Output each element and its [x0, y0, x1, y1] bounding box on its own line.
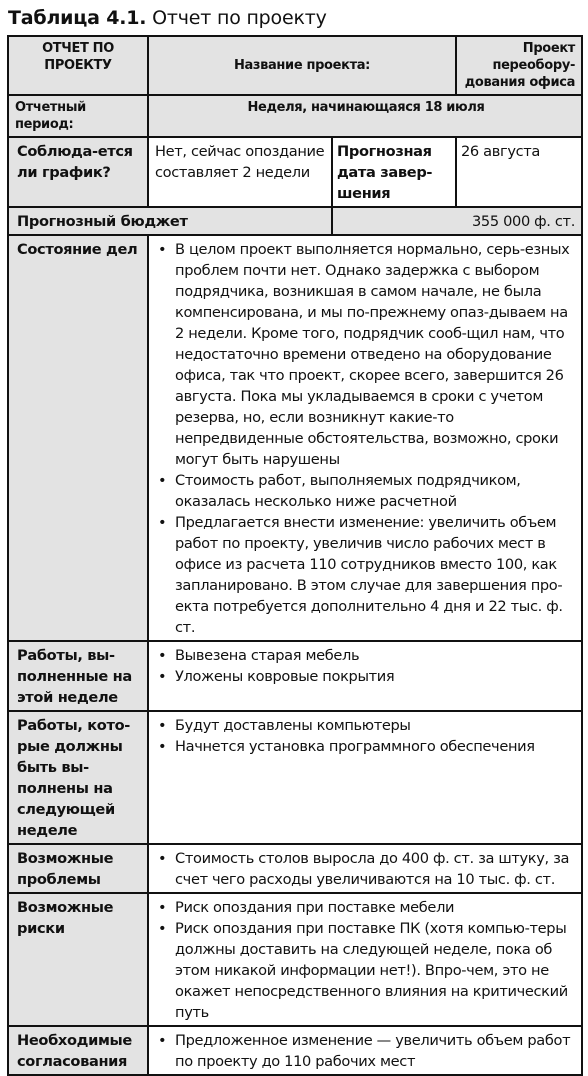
- risks-label: Возможные риски: [8, 893, 148, 1026]
- list-item: • Стоимость столов выросла до 400 ф. ст. за штуку, за счет чего расходы увеличиваются на 10 тыс. ф. ст.: [149, 848, 575, 890]
- list-item: • Риск опоздания при поставке ПК (хотя компью-теры должны доставить на следующей неделе, пока об этом никакой информации нет!). Впро-чем, это не окажет непосредственного влияния на критический путь: [149, 918, 575, 1023]
- risks-content: [148, 893, 582, 1026]
- problems-row: [8, 844, 582, 893]
- next-week-content: [148, 711, 582, 844]
- list-item: • Предлагается внести изменение: увеличить объем работ по проекту, увеличив число рабочих мест в офисе из расчета 110 сотрудников вместо 100, как запланировано. В этом случае для завершения про-екта потребуется дополнительно 4 дня и 22 тыс. ф. ст.: [149, 512, 575, 638]
- done-this-week-list: [149, 642, 581, 689]
- list-item: • Стоимость работ, выполняемых подрядчиком, оказалась несколько ниже расчетной: [149, 470, 575, 512]
- budget-label: Прогнозный бюджет: [8, 207, 332, 235]
- status-content: [148, 235, 582, 641]
- problems-content: [148, 844, 582, 893]
- approvals-row: [8, 1026, 582, 1075]
- status-row: [8, 235, 582, 641]
- caption-number: Таблица 4.1.: [8, 7, 147, 29]
- project-report-table: [7, 35, 583, 1076]
- period-value: Неделя, начинающаяся 18 июля: [148, 95, 582, 137]
- budget-value: 355 000 ф. ст.: [332, 207, 582, 235]
- problems-list: [149, 845, 581, 892]
- report-heading: ОТЧЕТ ПО ПРОЕКТУ: [8, 36, 148, 95]
- risks-list: [149, 894, 581, 1025]
- list-item: • Уложены ковровые покрытия: [149, 666, 575, 687]
- schedule-row: [8, 137, 582, 207]
- project-name-value: Проект переобору-дования офиса: [456, 36, 582, 95]
- period-row: [8, 95, 582, 137]
- risks-row: [8, 893, 582, 1026]
- approvals-label: Необходимые согласования: [8, 1026, 148, 1075]
- list-item: • Будут доставлены компьютеры: [149, 715, 575, 736]
- list-item: • Риск опоздания при поставке мебели: [149, 897, 575, 918]
- schedule-label: Соблюда-ется ли график?: [8, 137, 148, 207]
- header-row: [8, 36, 582, 95]
- status-list: [149, 236, 581, 640]
- list-item: • Начнется установка программного обеспечения: [149, 736, 575, 757]
- next-week-row: [8, 711, 582, 844]
- forecast-date-value: 26 августа: [456, 137, 582, 207]
- period-label: Отчетный период:: [8, 95, 148, 137]
- schedule-value: Нет, сейчас опоздание составляет 2 недели: [148, 137, 332, 207]
- list-item: • В целом проект выполняется нормально, серь-езных проблем почти нет. Однако задержка с выбором подрядчика, возникшая в самом начале, не была компенсирована, и мы по-прежнему опаз-дываем на 2 недели. Кроме того, подрядчик сооб-щил нам, что недостаточно времени отведено на оборудование офиса, так что проект, скорее всего, завершится 26 августа. Пока мы укладываемся в сроки с учетом резерва, но, если возникнут какие-то непредвиденные обстоятельства, возможно, сроки могут быть нарушены: [149, 239, 575, 470]
- problems-label: Возможные проблемы: [8, 844, 148, 893]
- next-week-label: Работы, кото-рые должны быть вы-полнены на следующей неделе: [8, 711, 148, 844]
- status-label: Состояние дел: [8, 235, 148, 641]
- next-week-list: [149, 712, 581, 759]
- caption-title: Отчет по проекту: [152, 7, 327, 29]
- budget-row: [8, 207, 582, 235]
- approvals-content: [148, 1026, 582, 1075]
- done-this-week-row: [8, 641, 582, 711]
- list-item: • Вывезена старая мебель: [149, 645, 575, 666]
- forecast-date-label: Прогнозная дата завер-шения: [332, 137, 456, 207]
- approvals-list: [149, 1027, 581, 1074]
- done-this-week-label: Работы, вы-полненные на этой неделе: [8, 641, 148, 711]
- project-name-label: Название проекта:: [148, 36, 456, 95]
- done-this-week-content: [148, 641, 582, 711]
- table-caption: [8, 6, 327, 30]
- list-item: • Предложенное изменение — увеличить объем работ по проекту до 110 рабочих мест: [149, 1030, 575, 1072]
